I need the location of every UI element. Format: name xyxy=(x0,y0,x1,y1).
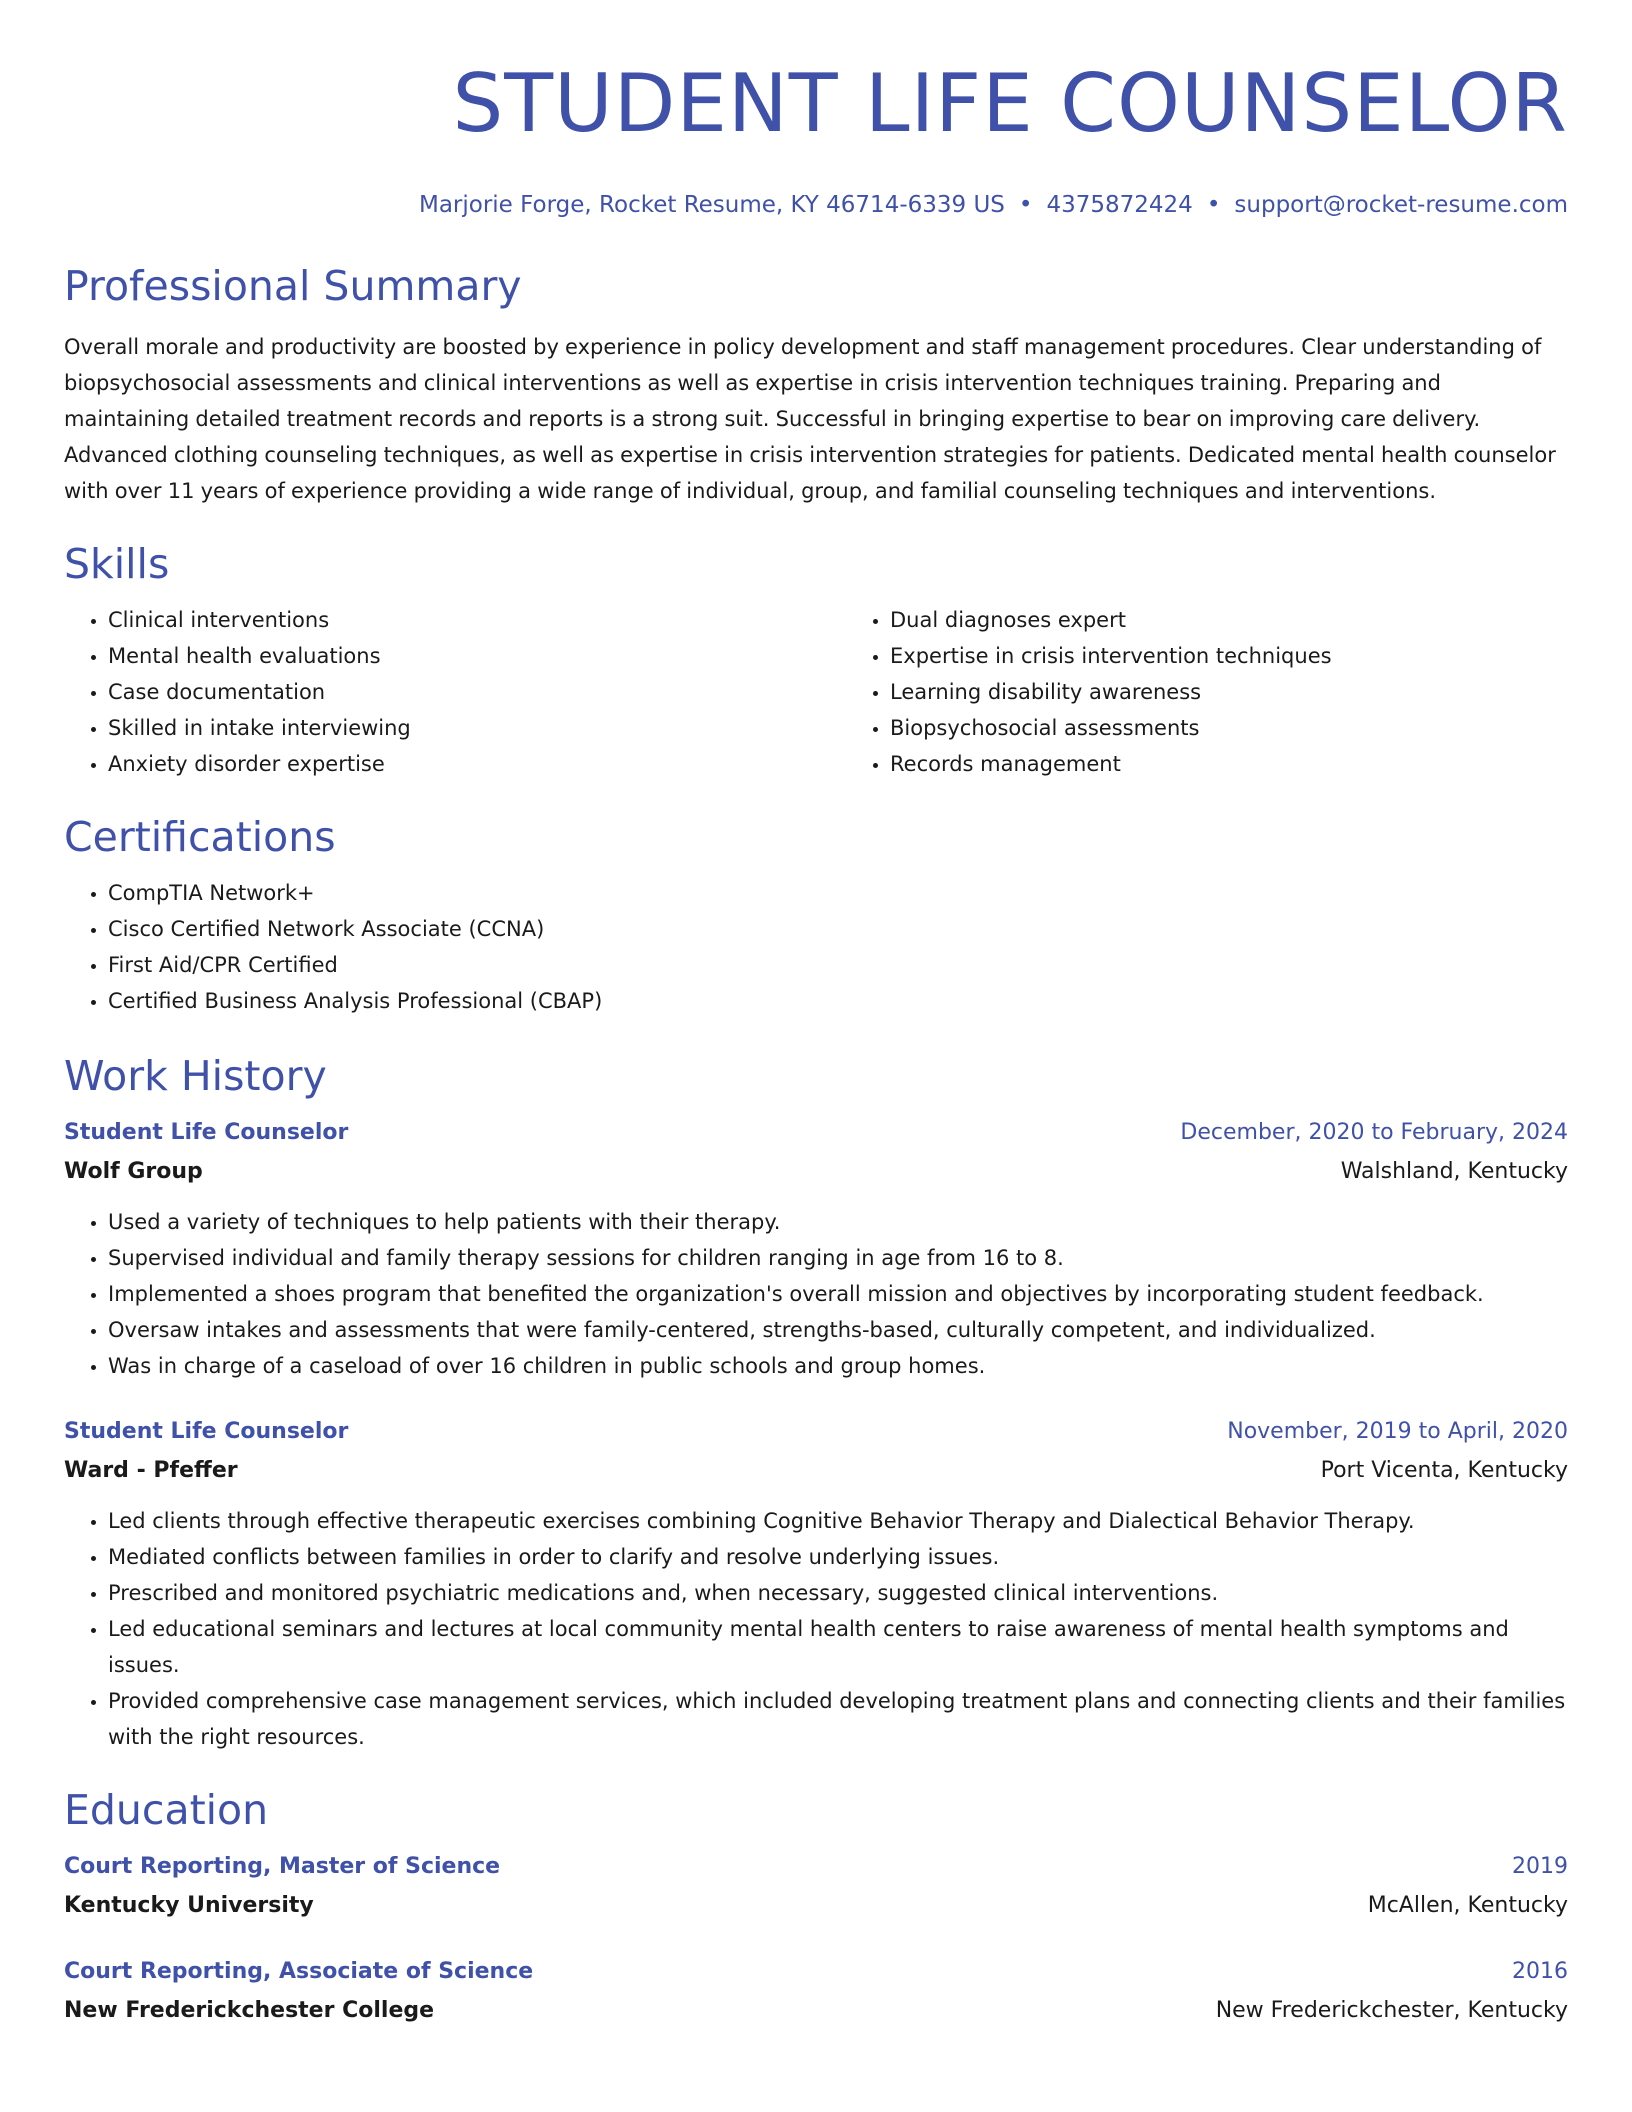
contact-phone: 4375872424 xyxy=(1046,192,1193,218)
job-company: Ward - Pfeffer xyxy=(64,1458,238,1483)
skills-section xyxy=(64,539,1568,782)
education-year: 2016 xyxy=(1512,1959,1568,1984)
skills-grid xyxy=(64,602,1568,782)
education-header xyxy=(64,1849,1568,1885)
job-bullet: • Mediated conflicts between families in order to clarify and resolve underlying issues. xyxy=(108,1539,1568,1575)
education-section xyxy=(64,1785,1568,2029)
education-entry xyxy=(64,1849,1568,1924)
education-location: McAllen, Kentucky xyxy=(1367,1893,1568,1918)
job-subheader xyxy=(64,1154,1568,1190)
job-bullet: • Provided comprehensive case management services, which included developing treatment plans and connecting clients and their families with the right resources. xyxy=(108,1683,1568,1755)
education-degree: Court Reporting, Associate of Science xyxy=(64,1959,534,1984)
job-bullet: • Was in charge of a caseload of over 16 children in public schools and group homes. xyxy=(108,1348,1568,1384)
education-school: New Frederickchester College xyxy=(64,1998,435,2023)
job-header xyxy=(64,1115,1568,1151)
skills-heading: Skills xyxy=(64,540,170,588)
certification-item: • CompTIA Network+ xyxy=(108,875,1568,911)
job-location: Walshland, Kentucky xyxy=(1340,1159,1568,1184)
certification-item: • Cisco Certified Network Associate (CCNA) xyxy=(108,911,1568,947)
job-bullet: • Used a variety of techniques to help patients with their therapy. xyxy=(108,1204,1568,1240)
skill-item: • Skilled in intake interviewing xyxy=(108,710,846,746)
contact-address: Marjorie Forge, Rocket Resume, KY 46714-6339 US xyxy=(418,192,1005,218)
job-dates: November, 2019 to April, 2020 xyxy=(1227,1419,1568,1444)
skill-item: • Anxiety disorder expertise xyxy=(108,746,846,782)
job-title: Student Life Counselor xyxy=(64,1120,349,1145)
education-year: 2019 xyxy=(1512,1854,1568,1879)
certification-item: • Certified Business Analysis Professional (CBAP) xyxy=(108,983,1568,1019)
education-heading: Education xyxy=(64,1786,269,1834)
certifications-heading: Certifications xyxy=(64,813,336,861)
skill-item: • Expertise in crisis intervention techniques xyxy=(890,638,1628,674)
job-subheader xyxy=(64,1453,1568,1489)
job-bullet: • Oversaw intakes and assessments that were family-centered, strengths-based, culturally competent, and individualized. xyxy=(108,1312,1568,1348)
skills-list-left xyxy=(64,602,846,782)
education-degree: Court Reporting, Master of Science xyxy=(64,1854,501,1879)
job-dates: December, 2020 to February, 2024 xyxy=(1180,1120,1568,1145)
certifications-section xyxy=(64,812,1568,1019)
contact-line xyxy=(64,192,1568,218)
skill-item: • Mental health evaluations xyxy=(108,638,846,674)
skill-item: • Dual diagnoses expert xyxy=(890,602,1628,638)
education-entry xyxy=(64,1954,1568,2029)
work-history-section xyxy=(64,1051,1568,1755)
job-company: Wolf Group xyxy=(64,1159,203,1184)
summary-heading: Professional Summary xyxy=(64,262,522,310)
skill-item: • Biopsychosocial assessments xyxy=(890,710,1628,746)
contact-separator: • xyxy=(1018,192,1033,218)
work-history-heading: Work History xyxy=(64,1052,327,1100)
certification-item: • First Aid/CPR Certified xyxy=(108,947,1568,983)
job-location: Port Vicenta, Kentucky xyxy=(1320,1458,1568,1483)
job-entry xyxy=(64,1115,1568,1384)
job-bullet: • Led educational seminars and lectures at local community mental health centers to raise awareness of mental health symptoms and issues. xyxy=(108,1611,1568,1683)
contact-email: support@rocket-resume.com xyxy=(1234,192,1568,218)
job-bullet: • Implemented a shoes program that benefited the organization's overall mission and objectives by incorporating student feedback. xyxy=(108,1276,1568,1312)
summary-section xyxy=(64,261,1568,509)
skill-item: • Learning disability awareness xyxy=(890,674,1628,710)
job-title: Student Life Counselor xyxy=(64,1419,349,1444)
job-bullet: • Supervised individual and family therapy sessions for children ranging in age from 16 to 8. xyxy=(108,1240,1568,1276)
skill-item: • Case documentation xyxy=(108,674,846,710)
job-entry xyxy=(64,1414,1568,1755)
contact-separator: • xyxy=(1206,192,1221,218)
education-header xyxy=(64,1954,1568,1990)
education-school: Kentucky University xyxy=(64,1893,314,1918)
job-bullets xyxy=(64,1503,1568,1755)
job-bullet: • Prescribed and monitored psychiatric medications and, when necessary, suggested clinical interventions. xyxy=(108,1575,1568,1611)
job-bullets xyxy=(64,1204,1568,1384)
skill-item: • Records management xyxy=(890,746,1628,782)
summary-text: Overall morale and productivity are boosted by experience in policy development and staff management procedures. Clear understanding of biopsychosocial assessments and clinical interventions as well as expertise in crisis intervention techniques training. Preparing and maintaining detailed treatment records and reports is a strong suit. Successful in bringing expertise to bear on improving care delivery. Advanced clothing counseling techniques, as well as expertise in crisis intervention strategies for patients. Dedicated mental health counselor with over 11 years of experience providing a wide range of individual, group, and familial counseling techniques and interventions. xyxy=(64,335,1556,503)
education-subheader xyxy=(64,1888,1568,1924)
education-subheader xyxy=(64,1993,1568,2029)
job-header xyxy=(64,1414,1568,1450)
job-bullet: • Led clients through effective therapeutic exercises combining Cognitive Behavior Therapy and Dialectical Behavior Therapy. xyxy=(108,1503,1568,1539)
skills-list-right xyxy=(846,602,1628,782)
education-location: New Frederickchester, Kentucky xyxy=(1215,1998,1568,2023)
skill-item: • Clinical interventions xyxy=(108,602,846,638)
certifications-list xyxy=(64,875,1568,1019)
resume-title: STUDENT LIFE COUNSELOR xyxy=(452,57,1568,150)
